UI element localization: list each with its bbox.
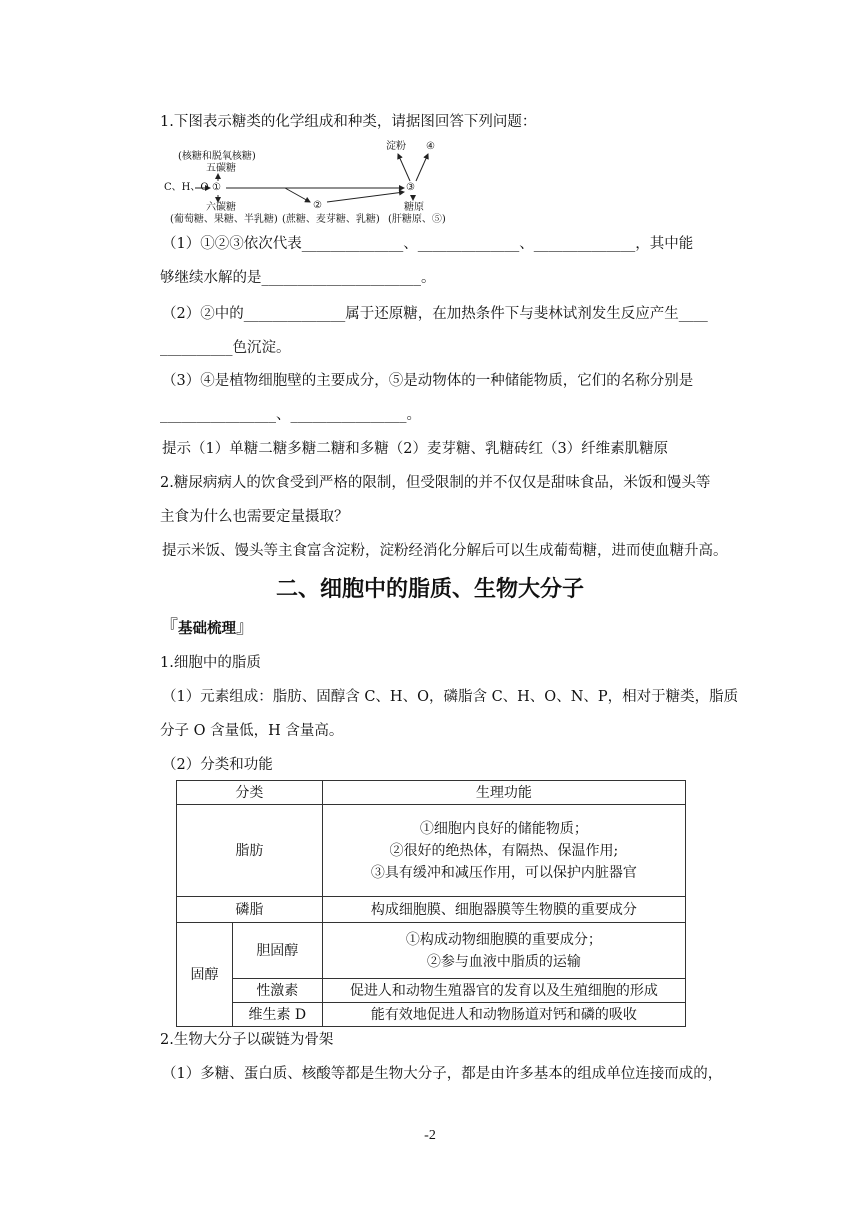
lipids-p2: （2）分类和功能 (162, 757, 273, 773)
cell-vitamin-d: 维生素 D (232, 1003, 322, 1027)
cell-sex-hormone-function: 促进人和动物生殖器官的发育以及生殖细胞的形成 (322, 979, 685, 1003)
cell-cholesterol-function (322, 923, 685, 979)
cell-phospholipid: 磷脂 (177, 897, 323, 923)
q1-sub1-line2: 够继续水解的是______________________。 (160, 270, 436, 286)
macro-p1: （1）多糖、蛋白质、核酸等都是生物大分子，都是由许多基本的组成单位连接而成的， (162, 1066, 723, 1082)
fat-function-2: ②很好的绝热体，有隔热、保温作用; (389, 842, 619, 859)
disaccharide-examples-label: (蔗糖、麦芽糖、乳糖) (282, 214, 380, 225)
hexose-label: 六碳糖 (206, 202, 236, 213)
q1-sub2-line2: __________色沉淀。 (160, 340, 291, 356)
table-row (177, 923, 686, 979)
pentose-examples-label: (核糖和脱氧核糖) (178, 151, 256, 162)
q2-line2: 主食为什么也需要定量摄取？ (160, 509, 349, 525)
cholesterol-function-2: ②参与血液中脂质的运输 (426, 953, 581, 970)
tag-bracket-close: 』 (236, 617, 254, 638)
cell-sex-hormone: 性激素 (232, 979, 322, 1003)
starch-label: 淀粉 (386, 141, 406, 152)
page-number: -2 (424, 1128, 436, 1143)
tag-bracket-open: 『 (160, 617, 178, 638)
fat-function-3: ③具有缓冲和减压作用，可以保护内脏器官 (370, 864, 637, 881)
table-row (177, 897, 686, 923)
q1-hint: 提示（1）单糖二糖多糖二糖和多糖（2）麦芽糖、乳糖砖红（3）纤维素肌糖原 (162, 441, 669, 457)
section-heading: 二、细胞中的脂质、生物大分子 (275, 577, 584, 602)
cell-cholesterol: 胆固醇 (232, 923, 322, 979)
hexose-examples-label: (葡萄糖、果糖、半乳糖) (170, 214, 278, 225)
lipids-title: 1.细胞中的脂质 (160, 655, 261, 671)
lipids-p1-line2: 分子 O 含量低，H 含量高。 (160, 723, 344, 739)
tag-label: 基础梳理 (178, 621, 236, 637)
q1-sub3-line1: （3）④是植物细胞壁的主要成分，⑤是动物体的一种储能物质，它们的名称分别是 (162, 373, 694, 389)
node-1: ① (212, 182, 221, 193)
q1-sub1-line1: （1）①②③依次代表______________、______________、______________，其中能 (162, 236, 694, 252)
table-row (177, 979, 686, 1003)
node-2: ② (313, 200, 322, 211)
cell-fat-function (322, 805, 685, 897)
macro-title: 2.生物大分子以碳链为骨架 (160, 1032, 334, 1048)
fat-function-1: ①细胞内良好的储能物质； (419, 820, 588, 837)
cell-vitamin-d-function: 能有效地促进人和动物肠道对钙和磷的吸收 (322, 1003, 685, 1027)
header-class: 分类 (177, 781, 323, 805)
cell-fat: 脂肪 (177, 805, 323, 897)
q2-hint: 提示米饭、馒头等主食富含淀粉，淀粉经消化分解后可以生成葡萄糖，进而使血糖升高。 (162, 543, 728, 559)
glycogen-examples-label: (肝糖原、⑤) (388, 214, 446, 225)
table-row (177, 805, 686, 897)
sugar-classification-diagram (160, 138, 460, 230)
cell-phospholipid-function: 构成细胞膜、细胞器膜等生物膜的重要成分 (322, 897, 685, 923)
lipids-p1-line1: （1）元素组成：脂肪、固醇含 C、H、O，磷脂含 C、H、O、N、P，相对于糖类，脂质 (162, 689, 739, 705)
pentose-label: 五碳糖 (206, 163, 236, 174)
cell-sterol: 固醇 (177, 923, 233, 1027)
cholesterol-function-1: ①构成动物细胞膜的重要成分； (405, 931, 602, 948)
header-function: 生理功能 (322, 781, 685, 805)
node-4: ④ (426, 141, 435, 152)
glycogen-label: 糖原 (404, 202, 424, 213)
basic-review-tag (160, 614, 254, 643)
q1-sub3-line2: ________________、________________。 (160, 407, 421, 423)
q1-sub2-line1: （2）②中的______________属于还原糖，在加热条件下与斐林试剂发生反应产生____ (162, 306, 708, 322)
node-3: ③ (406, 182, 415, 193)
table-row (177, 781, 686, 805)
question-1-title: 1.下图表示糖类的化学组成和种类，请据图回答下列问题： (160, 114, 537, 130)
q2-line1: 2.糖尿病病人的饮食受到严格的限制，但受限制的并不仅仅是甜味食品，米饭和馒头等 (160, 475, 711, 491)
lipid-classification-table (176, 780, 686, 1027)
elements-label: C、H、O (164, 182, 209, 193)
